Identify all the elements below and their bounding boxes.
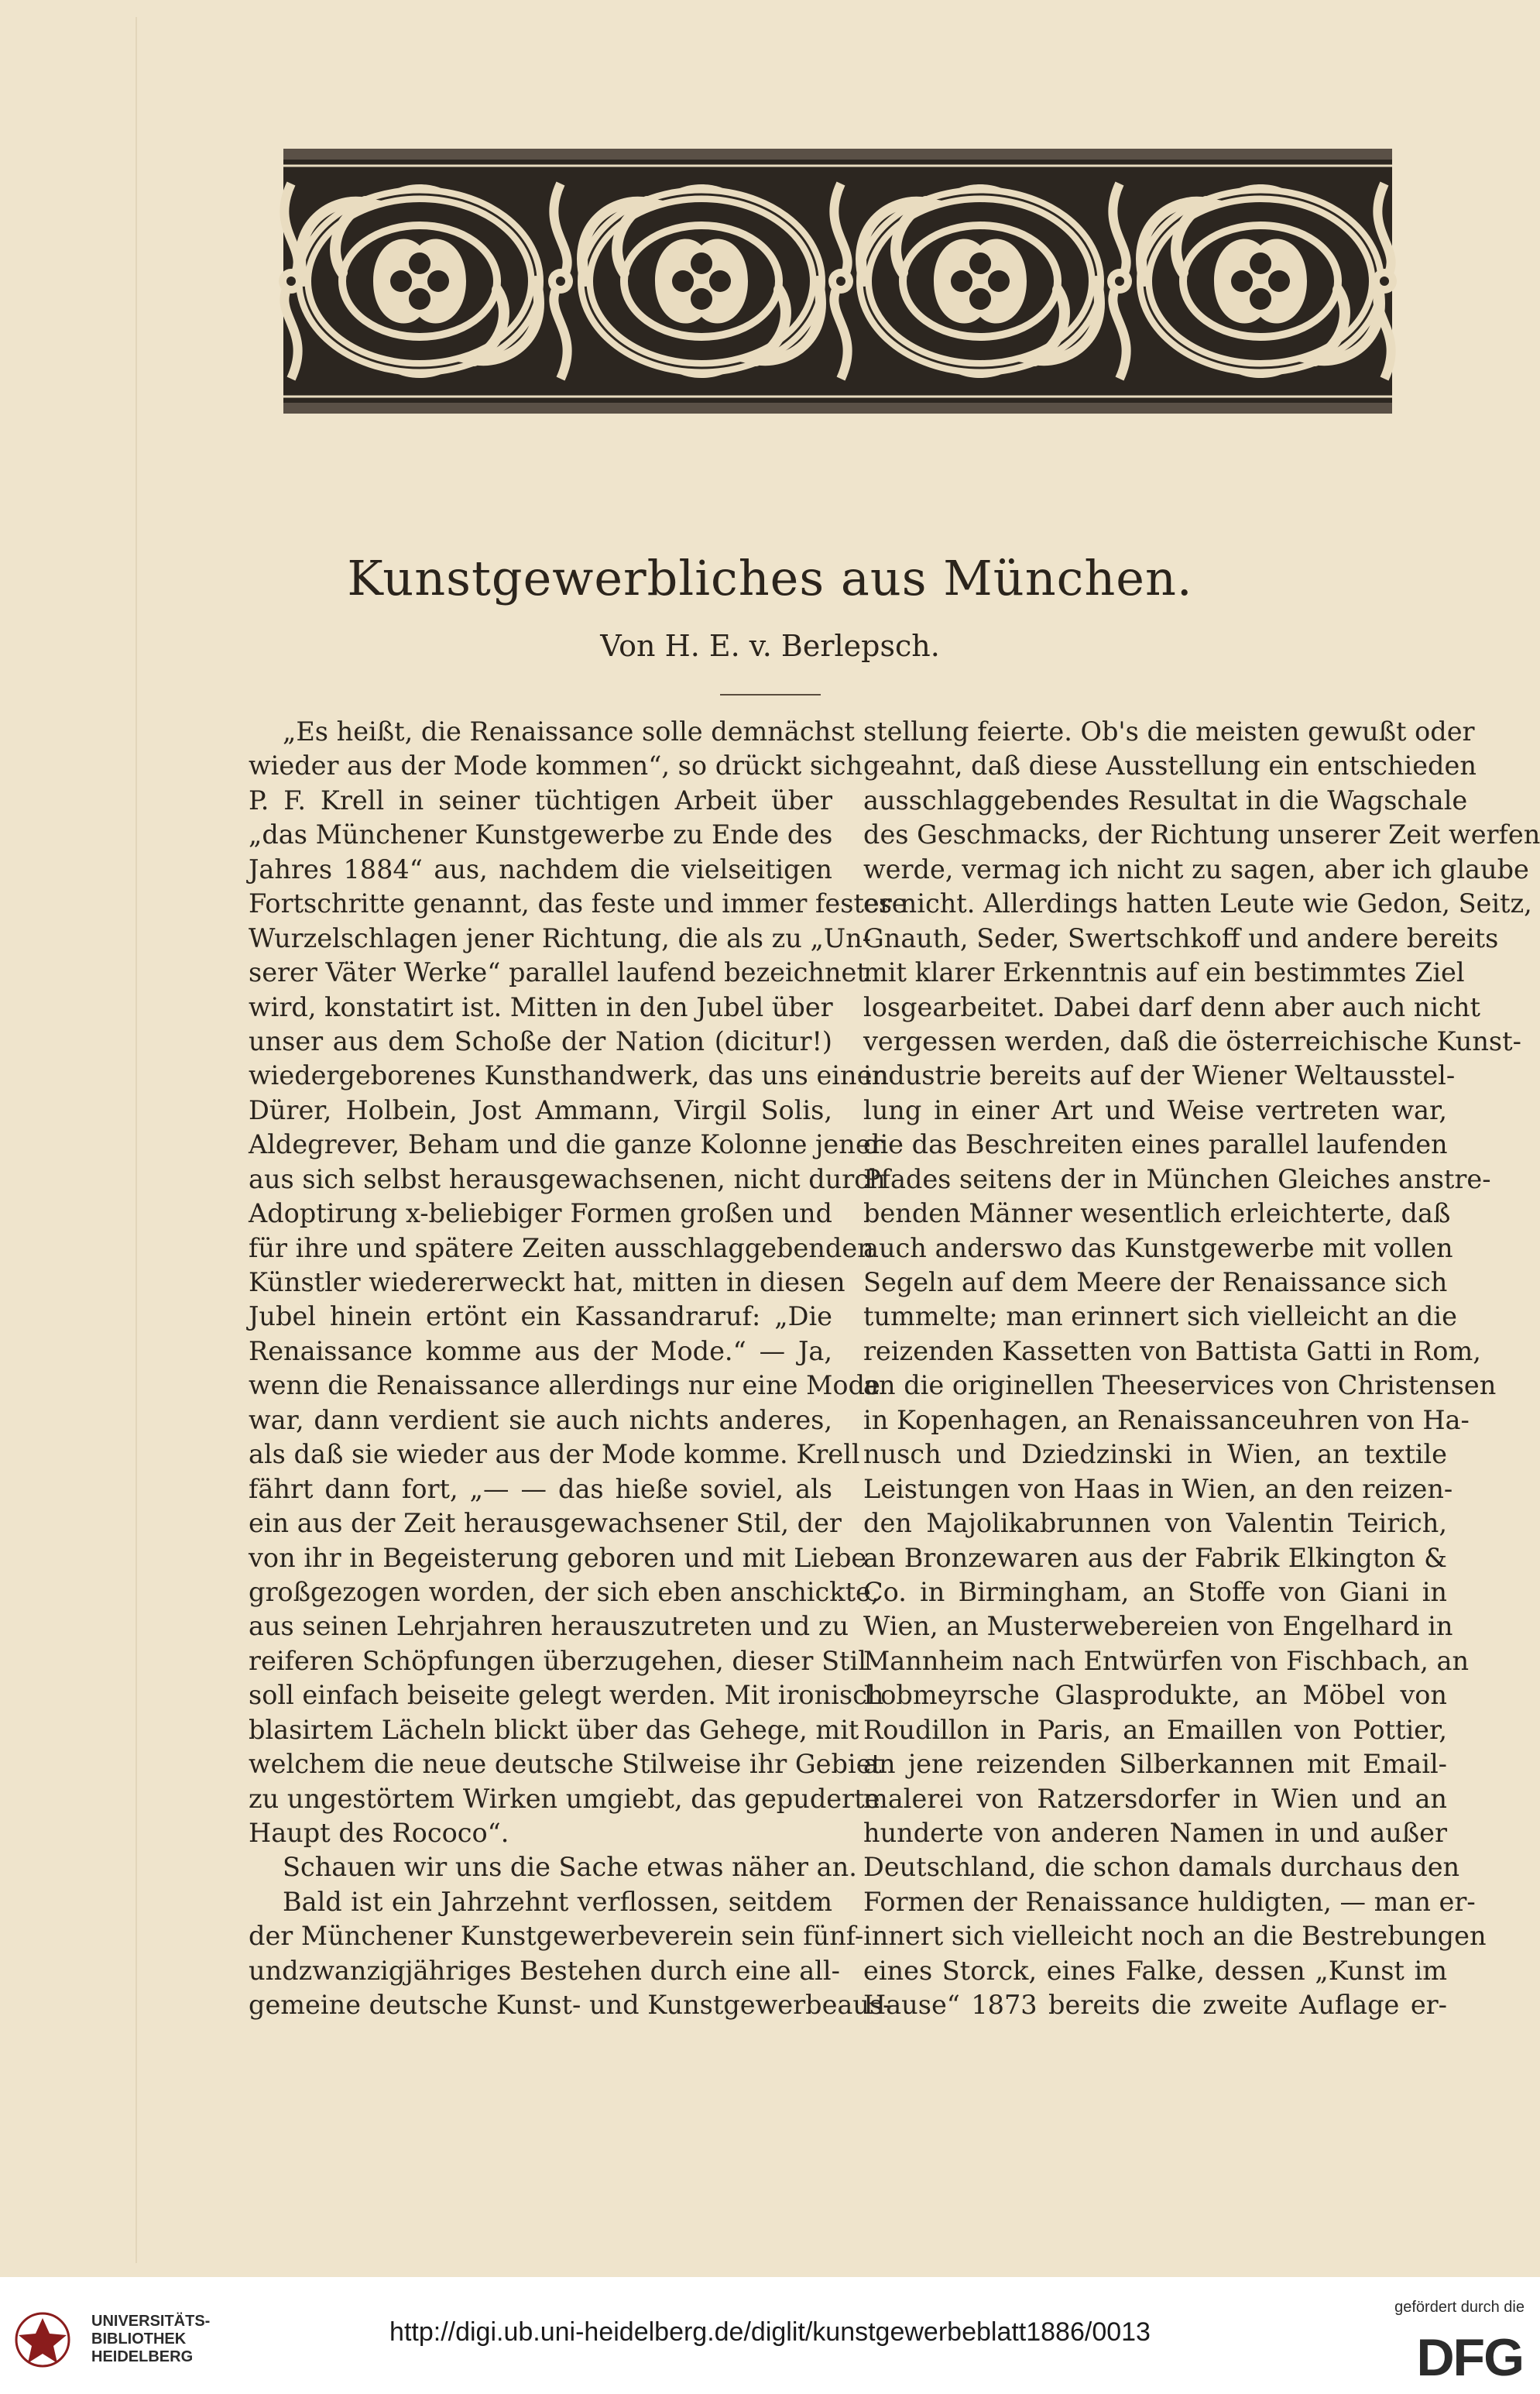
text-line: Aldegrever, Beham und die ganze Kolonne jener: [249, 1129, 883, 1160]
text-line: wiedergeborenes Kunsthandwerk, das uns einen: [249, 1060, 889, 1091]
text-line: benden Männer wesentlich erleichterte, daß: [863, 1198, 1451, 1229]
text-line: blasirtem Lächeln blickt über das Gehege, mit: [249, 1714, 859, 1745]
text-line: an die originellen Theeservices von Christensen: [863, 1370, 1497, 1401]
text-line: des Geschmacks, der Richtung unserer Zeit werfen: [863, 819, 1540, 850]
text-line: wird, konstatirt ist. Mitten in den Jubel über: [249, 991, 833, 1022]
text-line: den Majolikabrunnen von Valentin Teirich,: [863, 1508, 1447, 1539]
text-line: reiferen Schöpfungen überzugehen, dieser Stil: [249, 1645, 866, 1676]
text-line: fährt dann fort, „— — das hieße soviel, als: [249, 1473, 832, 1504]
article-byline: Von H. E. v. Berlepsch.: [600, 629, 940, 663]
text-line: Dürer, Holbein, Jost Ammann, Virgil Solis,: [249, 1094, 832, 1125]
text-line: „das Münchener Kunstgewerbe zu Ende des: [249, 819, 833, 850]
text-line: Schauen wir uns die Sache etwas näher an.: [283, 1852, 857, 1883]
text-line: ausschlaggebendes Resultat in die Wagschale: [863, 785, 1468, 816]
text-line: der Münchener Kunstgewerbeverein sein fünf-: [249, 1921, 864, 1952]
text-line: unser aus dem Schoße der Nation (dicitur!): [249, 1025, 832, 1056]
text-line: vergessen werden, daß die österreichische Kunst-: [863, 1025, 1521, 1056]
text-line: geahnt, daß diese Ausstellung ein entschieden: [863, 750, 1477, 781]
text-line: Hause“ 1873 bereits die zweite Auflage er-: [863, 1990, 1447, 2021]
funded-by-label: gefördert durch die: [1394, 2299, 1525, 2316]
text-line: von ihr in Begeisterung geboren und mit Liebe: [249, 1542, 867, 1573]
text-line: gemeine deutsche Kunst- und Kunstgewerbeaus-: [249, 1990, 892, 2021]
text-line: Gnauth, Seder, Swertschkoff und andere bereits: [863, 922, 1499, 953]
text-line: aus sich selbst herausgewachsenen, nicht durch: [249, 1163, 886, 1194]
text-line: in Kopenhagen, an Renaissanceuhren von Ha-: [863, 1404, 1470, 1435]
text-line: werde, vermag ich nicht zu sagen, aber ich glaube: [863, 854, 1529, 884]
text-line: Bald ist ein Jahrzehnt verflossen, seitdem: [283, 1886, 832, 1917]
text-line: Jahres 1884“ aus, nachdem die vielseitigen: [249, 854, 832, 884]
text-line: mit klarer Erkenntnis auf ein bestimmtes Ziel: [863, 957, 1465, 988]
article-title: Kunstgewerbliches aus München.: [347, 550, 1193, 606]
text-line: auch anderswo das Kunstgewerbe mit vollen: [863, 1232, 1453, 1263]
text-line: Fortschritte genannt, das feste und immer festere: [249, 888, 907, 919]
text-line: nusch und Dziedzinski in Wien, an textile: [863, 1439, 1447, 1470]
text-line: malerei von Ratzersdorfer in Wien und an: [863, 1783, 1447, 1814]
text-line: Leistungen von Haas in Wien, an den reizen-: [863, 1473, 1453, 1504]
text-line: welchem die neue deutsche Stilweise ihr Gebiet: [249, 1749, 882, 1780]
library-name-line: UNIVERSITÄTS-: [91, 2313, 211, 2330]
text-line: für ihre und spätere Zeiten ausschlaggebenden: [249, 1232, 874, 1263]
text-line: Lobmeyrsche Glasprodukte, an Möbel von: [863, 1680, 1447, 1711]
text-line: Mannheim nach Entwürfen von Fischbach, an: [863, 1645, 1470, 1676]
library-name-line: HEIDELBERG: [91, 2348, 194, 2365]
text-line: undzwanzigjähriges Bestehen durch eine all-: [249, 1955, 840, 1986]
text-line: stellung feierte. Ob's die meisten gewußt oder: [863, 716, 1475, 747]
text-line: Pfades seitens der in München Gleiches anstre-: [863, 1163, 1491, 1194]
library-name-line: BIBLIOTHEK: [91, 2330, 187, 2348]
text-column-right: [863, 715, 1540, 2023]
text-line: lung in einer Art und Weise vertreten war,: [863, 1094, 1447, 1125]
text-line: Deutschland, die schon damals durchaus den: [863, 1852, 1460, 1883]
text-line: Renaissance komme aus der Mode.“ — Ja,: [249, 1335, 832, 1366]
text-line: P. F. Krell in seiner tüchtigen Arbeit über: [249, 785, 832, 816]
text-line: innert sich vielleicht noch an die Bestrebungen: [863, 1921, 1487, 1952]
text-line: tummelte; man erinnert sich vielleicht an die: [863, 1301, 1457, 1332]
text-line: großgezogen worden, der sich eben anschickte,: [249, 1576, 880, 1607]
text-line: als daß sie wieder aus der Mode komme. Krell: [249, 1439, 860, 1470]
text-line: Segeln auf dem Meere der Renaissance sich: [863, 1267, 1448, 1297]
text-line: ein aus der Zeit herausgewachsener Stil, der: [249, 1508, 842, 1539]
text-line: Wien, an Musterwebereien von Engelhard in: [863, 1611, 1453, 1642]
text-line: industrie bereits auf der Wiener Weltausstel-: [863, 1060, 1456, 1091]
page-fold-line: [135, 17, 137, 2263]
text-line: Künstler wiedererweckt hat, mitten in diesen: [249, 1267, 845, 1297]
text-line: losgearbeitet. Dabei darf denn aber auch nicht: [863, 991, 1480, 1022]
text-line: serer Väter Werke“ parallel laufend bezeichnet: [249, 957, 867, 988]
svg-text:DFG: DFG: [1416, 2328, 1523, 2387]
text-line: Co. in Birmingham, an Stoffe von Giani in: [863, 1576, 1447, 1607]
text-column-left: [249, 715, 907, 2023]
text-line: wieder aus der Mode kommen“, so drückt sich: [249, 750, 863, 781]
text-line: soll einfach beiseite gelegt werden. Mit ironisch: [249, 1680, 884, 1711]
text-line: es nicht. Allerdings hatten Leute wie Gedon, Seitz,: [863, 888, 1532, 919]
text-line: Wurzelschlagen jener Richtung, die als zu „Un-: [249, 922, 871, 953]
text-line: an jene reizenden Silberkannen mit Email-: [863, 1749, 1447, 1780]
source-url-link[interactable]: http://digi.ub.uni-heidelberg.de/diglit/kunstgewerbeblatt1886/0013: [389, 2317, 1151, 2347]
text-line: hunderte von anderen Namen in und außer: [863, 1818, 1447, 1848]
text-line: Jubel hinein ertönt ein Kassandraruf: „Die: [249, 1301, 832, 1332]
text-line: reizenden Kassetten von Battista Gatti in Rom,: [863, 1335, 1481, 1366]
text-line: „Es heißt, die Renaissance solle demnächst: [283, 716, 855, 747]
text-line: Formen der Renaissance huldigten, — man er-: [863, 1886, 1476, 1917]
dfg-logo-icon[interactable]: [1385, 2327, 1525, 2387]
text-line: wenn die Renaissance allerdings nur eine Mode: [249, 1370, 880, 1401]
text-line: Adoptirung x-beliebiger Formen großen und: [249, 1198, 832, 1229]
text-line: war, dann verdient sie auch nichts anderes,: [249, 1404, 832, 1435]
text-line: die das Beschreiten eines parallel laufenden: [863, 1129, 1448, 1160]
text-line: eines Storck, eines Falke, dessen „Kunst im: [863, 1955, 1447, 1986]
text-line: an Bronzewaren aus der Fabrik Elkington &: [863, 1542, 1447, 1573]
text-line: Roudillon in Paris, an Emaillen von Pottier,: [863, 1714, 1447, 1745]
title-rule: [720, 694, 821, 696]
text-line: aus seinen Lehrjahren herauszutreten und zu: [249, 1611, 849, 1642]
text-line: zu ungestörtem Wirken umgiebt, das gepuderte: [249, 1783, 880, 1814]
header-ornament-icon: [283, 149, 1392, 414]
text-line: Haupt des Rococo“.: [249, 1818, 509, 1848]
